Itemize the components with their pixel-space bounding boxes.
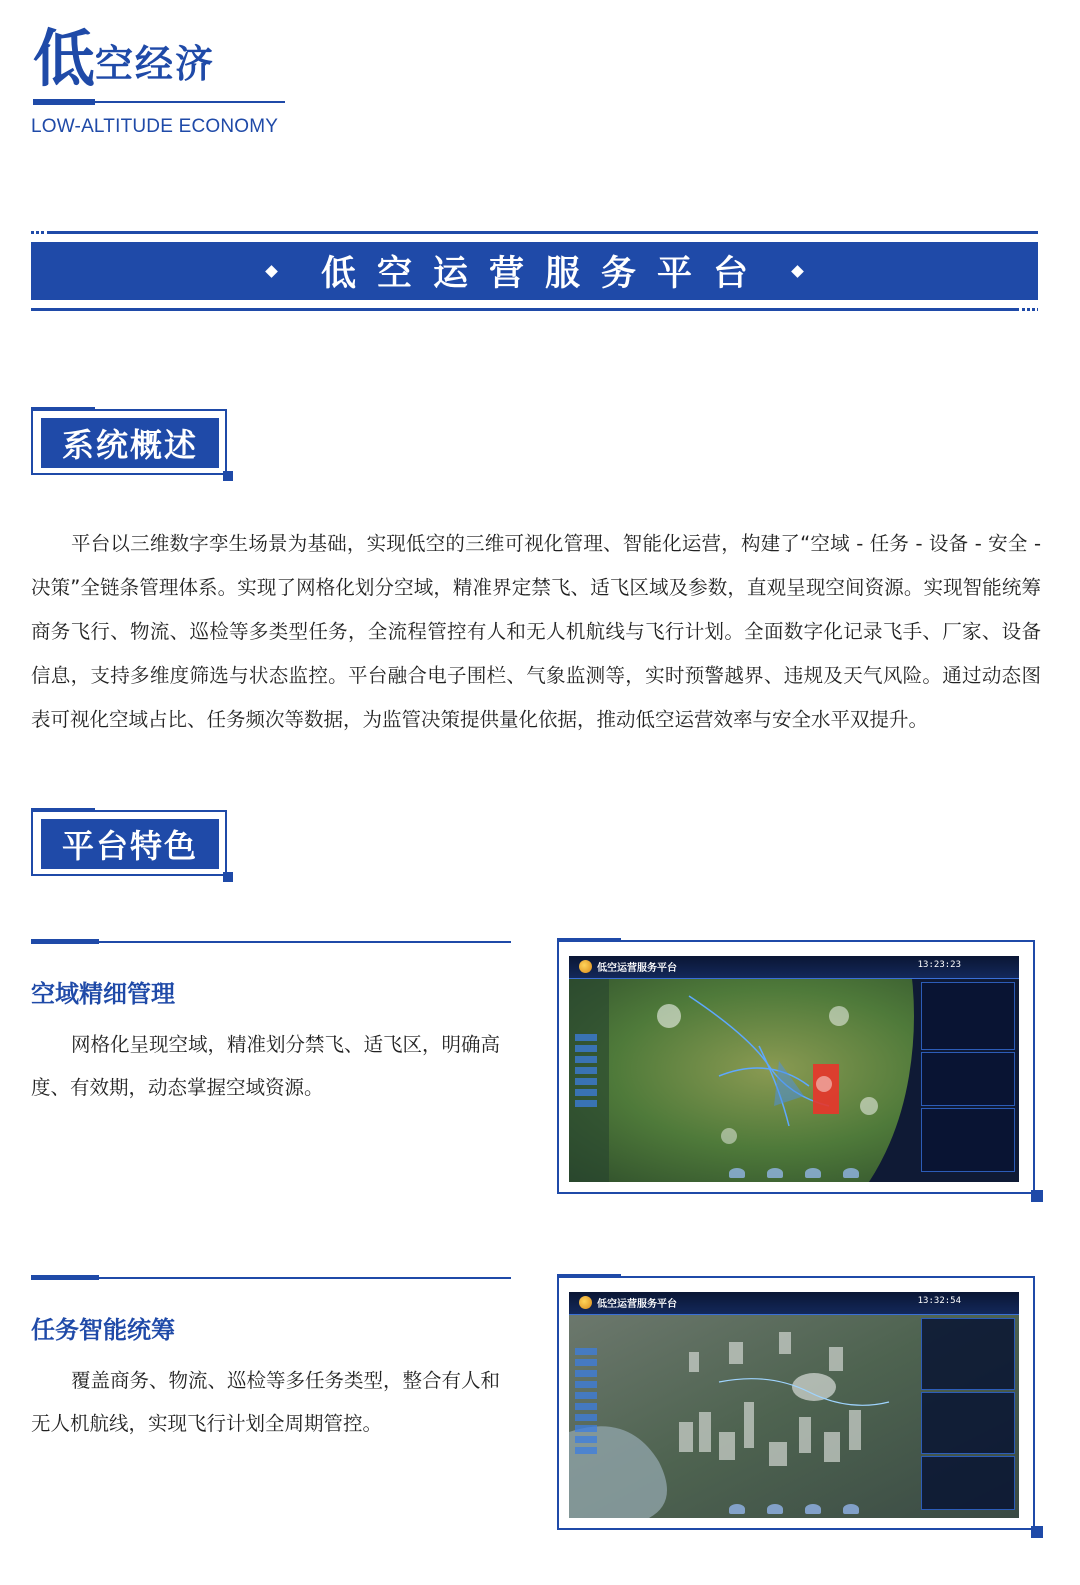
feature-rule — [31, 941, 511, 943]
frame-corner-square — [1031, 1190, 1043, 1202]
screenshot-panel — [921, 1318, 1015, 1390]
logo-icon — [579, 1296, 592, 1309]
screenshot-app-title: 低空运营服务平台 — [597, 1299, 677, 1310]
tag-accent-bar — [31, 808, 95, 812]
screenshot-frame — [557, 940, 1035, 1194]
brand-underline-accent — [33, 99, 95, 105]
feature-description: 网格化呈现空域，精准划分禁飞、适飞区，明确高度、有效期，动态掌握空域资源。 — [31, 1033, 501, 1099]
screenshot-panel — [921, 1108, 1015, 1172]
screenshot-bottom-toolbar — [569, 1504, 1019, 1514]
feature-rule — [31, 1277, 511, 1279]
page-banner — [31, 242, 1038, 300]
brand-title-rest: 空经济 — [95, 42, 216, 86]
screenshot-app-title: 低空运营服务平台 — [597, 963, 677, 974]
screenshot-sidebar — [575, 1034, 597, 1111]
diamond-icon — [791, 265, 804, 278]
overview-paragraph: 平台以三维数字孪生场景为基础，实现低空的三维可视化管理、智能化运营，构建了“空域 - 任务 - 设备 - 安全 - 决策”全链条管理体系。实现了网格化划分空域，精准界定禁飞、适飞区域及参数，直观呈现空间资源。实现智能统筹商务飞行、物流、巡检等多类型任务，全流程管控有人和无人机航线与飞行计划。全面数字化记录飞手、厂家、设备信息，支持多维度筛选与状态监控。平台融合电子围栏、气象监测等，实时预警越界、违规及天气风险。通过动态图表可视化空域占比、任务频次等数据，为监管决策提供量化依据，推动低空运营效率与安全水平双提升。 — [31, 532, 1041, 731]
screenshot-sidebar — [575, 1348, 597, 1458]
tag-corner-square — [223, 471, 233, 481]
screenshot-frame — [557, 1276, 1035, 1530]
airspace-map-screenshot — [569, 956, 1019, 1182]
city-3d-screenshot — [569, 1292, 1019, 1518]
section-label: 系统概述 — [41, 418, 219, 468]
screenshot-clock: 13:23:23 — [917, 960, 961, 970]
tag-corner-square — [223, 872, 233, 882]
banner-bottom-dots — [1022, 308, 1038, 311]
brand-title-first-char: 低 — [33, 22, 96, 95]
screenshot-panel — [921, 982, 1015, 1050]
feature-title: 空域精细管理 — [31, 980, 175, 1008]
screenshot-panel — [921, 1392, 1015, 1454]
brand-subtitle-en: LOW-ALTITUDE ECONOMY — [31, 116, 279, 137]
feature-rule-accent — [31, 939, 99, 944]
frame-accent-bar — [557, 938, 621, 942]
tag-accent-bar — [31, 407, 95, 411]
logo-icon — [579, 960, 592, 973]
screenshot-bottom-toolbar — [569, 1168, 1019, 1178]
banner-bottom-rule — [31, 308, 1019, 311]
feature-rule-accent — [31, 1275, 99, 1280]
screenshot-titlebar — [569, 956, 1019, 979]
screenshot-titlebar — [569, 1292, 1019, 1315]
diamond-icon — [265, 265, 278, 278]
page-title: 低空运营服务平台 — [320, 254, 769, 294]
feature-description: 覆盖商务、物流、巡检等多任务类型，整合有人和无人机航线，实现飞行计划全周期管控。 — [31, 1369, 501, 1435]
screenshot-clock: 13:32:54 — [917, 1296, 961, 1306]
banner-top-dots — [31, 231, 45, 234]
frame-accent-bar — [557, 1274, 621, 1278]
frame-corner-square — [1031, 1526, 1043, 1538]
banner-top-rule — [47, 231, 1038, 234]
section-tag-overview — [31, 409, 227, 475]
screenshot-panel — [921, 1456, 1015, 1510]
section-label: 平台特色 — [41, 819, 219, 869]
screenshot-panel — [921, 1052, 1015, 1106]
feature-title: 任务智能统筹 — [31, 1316, 175, 1344]
section-tag-features — [31, 810, 227, 876]
